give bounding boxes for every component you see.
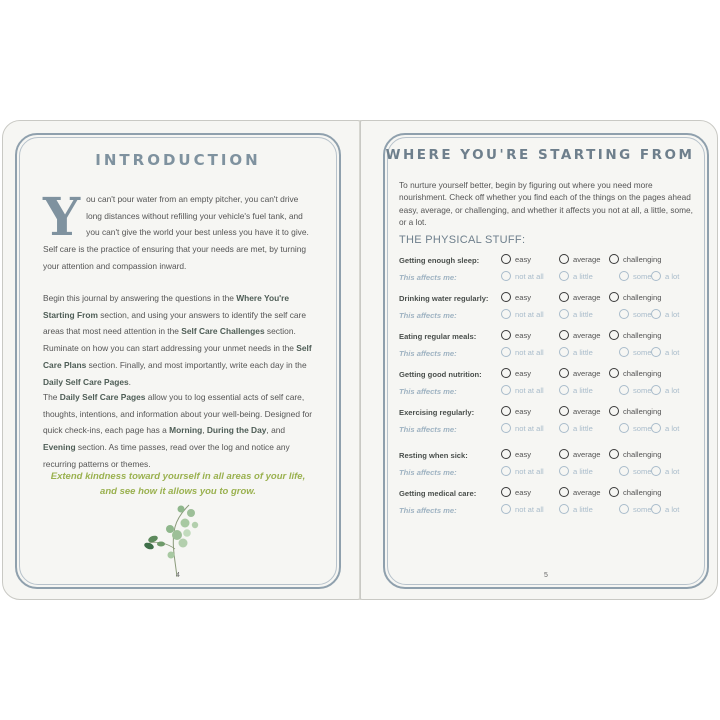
radio-circle-icon[interactable]: [501, 368, 511, 378]
affects-option-label: a little: [573, 423, 593, 433]
radio-circle-icon[interactable]: [559, 466, 569, 476]
radio-circle-icon[interactable]: [609, 406, 619, 416]
difficulty-option-label: challenging: [623, 292, 662, 302]
radio-circle-icon[interactable]: [559, 254, 569, 264]
affects-option-label: some: [633, 347, 652, 357]
right-page: [360, 120, 718, 600]
item-label: Eating regular meals:: [399, 332, 477, 341]
radio-circle-icon[interactable]: [609, 487, 619, 497]
radio-circle-icon[interactable]: [559, 271, 569, 281]
affects-label: This affects me:: [399, 273, 457, 282]
affects-option-not-at-all[interactable]: [501, 466, 544, 476]
difficulty-option-label: average: [573, 368, 601, 378]
affects-option-a-lot[interactable]: [651, 423, 679, 433]
affects-option-label: a little: [573, 466, 593, 476]
radio-circle-icon[interactable]: [651, 271, 661, 281]
bold-term: Evening: [43, 442, 76, 453]
radio-circle-icon[interactable]: [559, 368, 569, 378]
affects-option-some[interactable]: [619, 504, 652, 514]
difficulty-option-label: easy: [515, 330, 532, 340]
affects-option-some[interactable]: [619, 385, 652, 395]
affects-label: This affects me:: [399, 387, 457, 396]
difficulty-option-label: challenging: [623, 449, 662, 459]
row-gap: [399, 520, 699, 524]
difficulty-option-challenging[interactable]: [609, 487, 661, 497]
item-label: Exercising regularly:: [399, 408, 475, 417]
item-label: Getting medical care:: [399, 489, 477, 498]
bold-term: During the Day: [206, 425, 267, 436]
radio-circle-icon[interactable]: [559, 406, 569, 416]
difficulty-option-label: easy: [515, 449, 532, 459]
difficulty-option-label: challenging: [623, 330, 662, 340]
difficulty-option-label: easy: [515, 292, 532, 302]
text-segment: , and: [266, 425, 286, 436]
radio-circle-icon[interactable]: [501, 309, 511, 319]
difficulty-option-easy[interactable]: [501, 254, 531, 264]
difficulty-option-challenging[interactable]: [609, 449, 661, 459]
affects-option-a-little[interactable]: [559, 309, 593, 319]
affects-option-label: some: [633, 466, 652, 476]
radio-circle-icon[interactable]: [609, 330, 619, 340]
affects-option-a-little[interactable]: [559, 423, 593, 433]
radio-circle-icon[interactable]: [501, 330, 511, 340]
difficulty-option-average[interactable]: [559, 368, 600, 378]
checklist-item-row: [399, 367, 699, 384]
bold-term: Self Care Challenges: [181, 326, 265, 337]
affects-option-label: a little: [573, 271, 593, 281]
affects-option-label: not at all: [515, 466, 544, 476]
affects-row: [399, 270, 699, 287]
item-label: Getting good nutrition:: [399, 370, 482, 379]
affects-option-label: a little: [573, 504, 593, 514]
difficulty-option-average[interactable]: [559, 406, 600, 416]
checklist-item-row: [399, 253, 699, 270]
radio-circle-icon[interactable]: [619, 466, 629, 476]
affects-row: [399, 422, 699, 439]
radio-circle-icon[interactable]: [501, 292, 511, 302]
radio-circle-icon[interactable]: [501, 487, 511, 497]
radio-circle-icon[interactable]: [501, 254, 511, 264]
radio-circle-icon[interactable]: [501, 271, 511, 281]
eucalyptus-sprig-icon: [141, 499, 211, 579]
affects-option-a-little[interactable]: [559, 347, 593, 357]
radio-circle-icon[interactable]: [619, 271, 629, 281]
radio-circle-icon[interactable]: [501, 466, 511, 476]
radio-circle-icon[interactable]: [651, 309, 661, 319]
radio-circle-icon[interactable]: [619, 423, 629, 433]
bold-term: Daily Self Care Pages: [59, 392, 146, 402]
difficulty-option-label: average: [573, 487, 601, 497]
difficulty-option-easy[interactable]: [501, 292, 531, 302]
difficulty-option-average[interactable]: [559, 487, 600, 497]
radio-circle-icon[interactable]: [559, 423, 569, 433]
difficulty-option-label: challenging: [623, 487, 662, 497]
checklist-item-row: [399, 448, 699, 465]
difficulty-option-label: easy: [515, 406, 532, 416]
radio-circle-icon[interactable]: [651, 504, 661, 514]
affects-option-label: a lot: [665, 347, 680, 357]
text-segment: section. Finally, and most importantly, write each day in the: [86, 359, 307, 370]
radio-circle-icon[interactable]: [609, 449, 619, 459]
difficulty-option-easy[interactable]: [501, 406, 531, 416]
intro-paragraph-1-text: ou can't pour water from an empty pitcher, you can't drive long distances without refilling your vehicle's fuel tank, and you can't give the world your best unless you have it to give. Self care is the practice of ensuring that your needs are met, by turning your attention and compassion inward.: [43, 194, 309, 271]
difficulty-option-easy[interactable]: [501, 330, 531, 340]
bold-term: Where You're Starting From: [43, 293, 290, 320]
page-number-left: 4: [176, 572, 180, 579]
affects-option-label: some: [633, 309, 652, 319]
affects-row: [399, 346, 699, 363]
quote-line-1: Extend kindness toward yourself in all areas of your life,: [50, 471, 306, 482]
text-segment: section. Ruminate on how you can start addressing your unmet needs in the: [43, 326, 297, 354]
radio-circle-icon[interactable]: [651, 347, 661, 357]
difficulty-option-easy[interactable]: [501, 487, 531, 497]
affects-option-not-at-all[interactable]: [501, 309, 544, 319]
difficulty-option-challenging[interactable]: [609, 406, 661, 416]
affects-option-a-little[interactable]: [559, 385, 593, 395]
item-label: Resting when sick:: [399, 451, 468, 460]
affects-option-label: some: [633, 271, 652, 281]
difficulty-option-label: challenging: [623, 406, 662, 416]
difficulty-option-challenging[interactable]: [609, 254, 661, 264]
radio-circle-icon[interactable]: [651, 466, 661, 476]
affects-option-some[interactable]: [619, 466, 652, 476]
difficulty-option-average[interactable]: [559, 449, 600, 459]
kindness-quote: [33, 469, 323, 499]
radio-circle-icon[interactable]: [619, 504, 629, 514]
difficulty-option-challenging[interactable]: [609, 330, 661, 340]
affects-option-a-lot[interactable]: [651, 385, 679, 395]
difficulty-option-label: easy: [515, 368, 532, 378]
affects-option-label: a lot: [665, 309, 680, 319]
intro-paragraph-1: [43, 187, 313, 275]
text-segment: section, and using your answers to identify the self care areas that most need attention in the: [43, 309, 306, 337]
affects-row: [399, 384, 699, 401]
difficulty-option-average[interactable]: [559, 330, 600, 340]
difficulty-option-label: challenging: [623, 368, 662, 378]
affects-option-a-lot[interactable]: [651, 504, 679, 514]
difficulty-option-challenging[interactable]: [609, 292, 661, 302]
affects-option-not-at-all[interactable]: [501, 504, 544, 514]
checklist: [399, 253, 699, 524]
checklist-item-row: [399, 291, 699, 308]
radio-circle-icon[interactable]: [501, 347, 511, 357]
text-segment: Begin this journal by answering the questions in the: [43, 293, 237, 303]
text-segment: The: [43, 392, 60, 402]
text-segment: ,: [202, 425, 207, 436]
radio-circle-icon[interactable]: [559, 292, 569, 302]
difficulty-option-label: average: [573, 449, 601, 459]
radio-circle-icon[interactable]: [619, 347, 629, 357]
affects-label: This affects me:: [399, 506, 457, 515]
affects-option-label: not at all: [515, 504, 544, 514]
affects-option-not-at-all[interactable]: [501, 423, 544, 433]
difficulty-option-label: challenging: [623, 254, 662, 264]
affects-option-a-lot[interactable]: [651, 309, 679, 319]
affects-option-some[interactable]: [619, 347, 652, 357]
affects-option-label: not at all: [515, 347, 544, 357]
affects-label: This affects me:: [399, 468, 457, 477]
bold-term: Morning: [169, 425, 203, 436]
text-segment: .: [128, 376, 131, 387]
affects-option-some[interactable]: [619, 271, 652, 281]
affects-option-label: a lot: [665, 271, 680, 281]
text-segment: section. As time passes, read over the log and notice any recurring patterns or themes.: [43, 442, 290, 469]
affects-option-label: a lot: [665, 423, 680, 433]
quote-line-2: and see how it allows you to grow.: [100, 486, 256, 497]
row-gap: [399, 439, 699, 448]
physical-stuff-heading: THE PHYSICAL STUFF:: [399, 234, 526, 246]
difficulty-option-challenging[interactable]: [609, 368, 661, 378]
radio-circle-icon[interactable]: [619, 385, 629, 395]
radio-circle-icon[interactable]: [619, 309, 629, 319]
radio-circle-icon[interactable]: [559, 504, 569, 514]
checklist-item-row: [399, 329, 699, 346]
affects-option-a-lot[interactable]: [651, 347, 679, 357]
checklist-item-row: [399, 405, 699, 422]
radio-circle-icon[interactable]: [651, 423, 661, 433]
affects-option-a-little[interactable]: [559, 466, 593, 476]
difficulty-option-label: easy: [515, 254, 532, 264]
affects-option-label: a lot: [665, 466, 680, 476]
starting-from-title: WHERE YOU'RE STARTING FROM: [385, 147, 695, 163]
affects-option-label: not at all: [515, 309, 544, 319]
difficulty-option-label: easy: [515, 487, 532, 497]
difficulty-option-average[interactable]: [559, 292, 600, 302]
radio-circle-icon[interactable]: [609, 254, 619, 264]
drop-cap: Y: [43, 187, 81, 248]
intro-paragraph-2: [43, 290, 313, 390]
affects-option-a-lot[interactable]: [651, 466, 679, 476]
affects-option-label: some: [633, 385, 652, 395]
affects-option-some[interactable]: [619, 309, 652, 319]
affects-option-label: not at all: [515, 385, 544, 395]
radio-circle-icon[interactable]: [501, 385, 511, 395]
affects-label: This affects me:: [399, 425, 457, 434]
affects-label: This affects me:: [399, 349, 457, 358]
affects-option-label: not at all: [515, 423, 544, 433]
radio-circle-icon[interactable]: [501, 504, 511, 514]
item-label: Getting enough sleep:: [399, 256, 480, 265]
radio-circle-icon[interactable]: [501, 449, 511, 459]
difficulty-option-easy[interactable]: [501, 368, 531, 378]
bold-term: Self Care Plans: [43, 343, 312, 370]
difficulty-option-easy[interactable]: [501, 449, 531, 459]
radio-circle-icon[interactable]: [559, 385, 569, 395]
radio-circle-icon[interactable]: [559, 487, 569, 497]
left-page: [2, 120, 360, 600]
affects-option-label: a little: [573, 309, 593, 319]
affects-option-a-little[interactable]: [559, 271, 593, 281]
difficulty-option-label: average: [573, 292, 601, 302]
affects-row: [399, 503, 699, 520]
intro-paragraph-3: [43, 389, 313, 473]
affects-row: [399, 308, 699, 325]
affects-option-label: some: [633, 504, 652, 514]
affects-option-label: a lot: [665, 504, 680, 514]
affects-option-label: a lot: [665, 385, 680, 395]
affects-option-label: not at all: [515, 271, 544, 281]
radio-circle-icon[interactable]: [501, 423, 511, 433]
radio-circle-icon[interactable]: [651, 385, 661, 395]
difficulty-option-label: average: [573, 254, 601, 264]
radio-circle-icon[interactable]: [559, 449, 569, 459]
bold-term: Daily Self Care Pages: [43, 376, 129, 387]
affects-option-label: a little: [573, 385, 593, 395]
checklist-item-row: [399, 486, 699, 503]
affects-option-not-at-all[interactable]: [501, 385, 544, 395]
affects-option-a-lot[interactable]: [651, 271, 679, 281]
affects-option-not-at-all[interactable]: [501, 347, 544, 357]
item-label: Drinking water regularly:: [399, 294, 489, 303]
radio-circle-icon[interactable]: [559, 330, 569, 340]
affects-label: This affects me:: [399, 311, 457, 320]
affects-option-a-little[interactable]: [559, 504, 593, 514]
radio-circle-icon[interactable]: [559, 309, 569, 319]
difficulty-option-label: average: [573, 330, 601, 340]
affects-option-not-at-all[interactable]: [501, 271, 544, 281]
radio-circle-icon[interactable]: [609, 292, 619, 302]
difficulty-option-average[interactable]: [559, 254, 600, 264]
open-book: [2, 120, 718, 600]
text-segment: allow you to log essential acts of self care, thoughts, intentions, and information about your well-being. Designed for quick check-ins, each page has a: [43, 392, 313, 436]
radio-circle-icon[interactable]: [501, 406, 511, 416]
difficulty-option-label: average: [573, 406, 601, 416]
starting-from-intro: To nurture yourself better, begin by figuring out where you need more nourishment. Check off whether you find each of the things on the pages ahead easy, average, or challenging, and whether it affects you not at all, a little, some, or a lot.: [399, 180, 693, 227]
affects-option-label: a little: [573, 347, 593, 357]
affects-row: [399, 465, 699, 482]
radio-circle-icon[interactable]: [559, 347, 569, 357]
radio-circle-icon[interactable]: [609, 368, 619, 378]
affects-option-some[interactable]: [619, 423, 652, 433]
affects-option-label: some: [633, 423, 652, 433]
introduction-title: INTRODUCTION: [95, 151, 261, 169]
page-number-right: 5: [544, 572, 548, 579]
